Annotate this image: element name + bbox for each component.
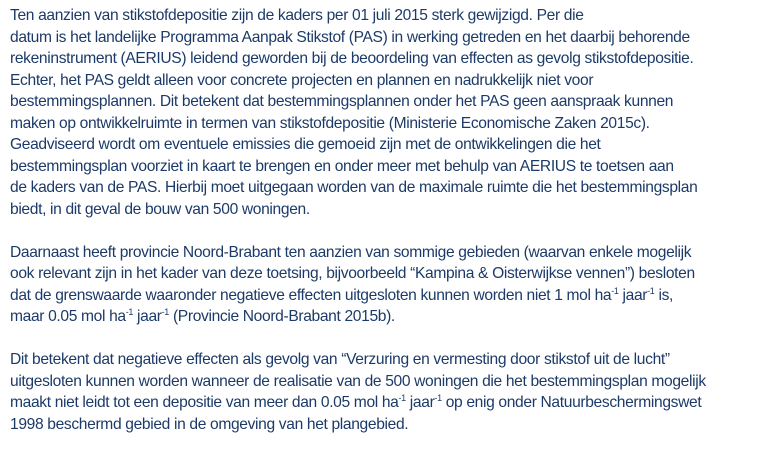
text: op enig onder Natuurbeschermingswet — [441, 394, 702, 411]
superscript: -1 — [125, 307, 134, 317]
text-line: 1998 beschermd gebied in de omgeving van het plangebied. — [10, 415, 409, 433]
superscript: -1 — [434, 393, 442, 403]
text-line: de kaders van de PAS. Hierbij moet uitgegaan worden van de maximale ruimte die het bestemmingsplan — [10, 179, 698, 196]
text-line: Geadviseerd wordt om eventuele emissies die gemoeid zijn met de ontwikkelingen die het — [10, 136, 601, 153]
superscript: -1 — [398, 393, 406, 403]
text-line: Daarnaast heeft provincie Noord-Brabant ten aanzien van sommige gebieden (waarvan enkele mogelijk — [10, 243, 692, 261]
paragraph-noord-brabant — [10, 242, 758, 328]
text: jaar — [133, 308, 162, 325]
superscript: -1 — [647, 285, 655, 296]
text-line: bestemmingsplan voorziet in kaart te brengen en onder meer met behulp van AERIUS te toetsen aan — [10, 157, 674, 175]
text-line: uitgesloten kunnen worden wanneer de realisatie van de 500 woningen die het bestemmingsplan mogelijk — [10, 372, 706, 390]
paragraph-conclusion — [10, 349, 758, 435]
text-line: Echter, het PAS geldt alleen voor concrete projecten en plannen en nadrukkelijk niet voor — [10, 71, 594, 89]
text-line: Ten aanzien van stikstofdepositie zijn de kaders per 01 juli 2015 sterk gewijzigd. Per die — [10, 7, 584, 24]
text-line: datum is het landelijke Programma Aanpak Stikstof (PAS) in werking getreden en het daarbij behorende — [10, 28, 690, 46]
superscript: -1 — [611, 285, 619, 296]
text-line — [10, 392, 758, 414]
text: (Provincie Noord-Brabant 2015b). — [168, 308, 395, 325]
text-line — [10, 306, 758, 328]
text-line — [10, 285, 758, 307]
text: maakt niet leidt tot een depositie van meer dan 0.05 mol ha — [10, 394, 399, 411]
text: jaar — [618, 286, 648, 304]
text-line: Dit betekent dat negatieve effecten als gevolg van “Verzuring en vermesting door stikstof uit de lucht” — [10, 351, 670, 368]
paragraph-pas — [10, 5, 758, 220]
text: is, — [654, 286, 673, 304]
document-body — [10, 5, 758, 457]
text: maar 0.05 mol ha — [10, 308, 126, 325]
text: jaar — [405, 394, 435, 411]
text-line: ook relevant zijn in het kader van deze toetsing, bijvoorbeeld “Kampina & Oisterwijkse vennen”) besloten — [10, 265, 695, 282]
text-line: maken op ontwikkelruimte in termen van stikstofdepositie (Ministerie Economische Zaken 2015c). — [10, 114, 650, 132]
text-line: bestemmingsplannen. Dit betekent dat bestemmingsplannen onder het PAS geen aanspraak kunnen — [10, 93, 674, 110]
superscript: -1 — [161, 307, 169, 317]
text-line: rekeninstrument (AERIUS) leidend geworden bij de beoordeling van effecten as gevolg stikstofdepositie. — [10, 50, 694, 67]
text: dat de grenswaarde waaronder negatieve effecten uitgesloten kunnen worden niet 1 mol ha — [10, 286, 612, 304]
text-line: biedt, in dit geval de bouw van 500 woningen. — [10, 200, 310, 218]
